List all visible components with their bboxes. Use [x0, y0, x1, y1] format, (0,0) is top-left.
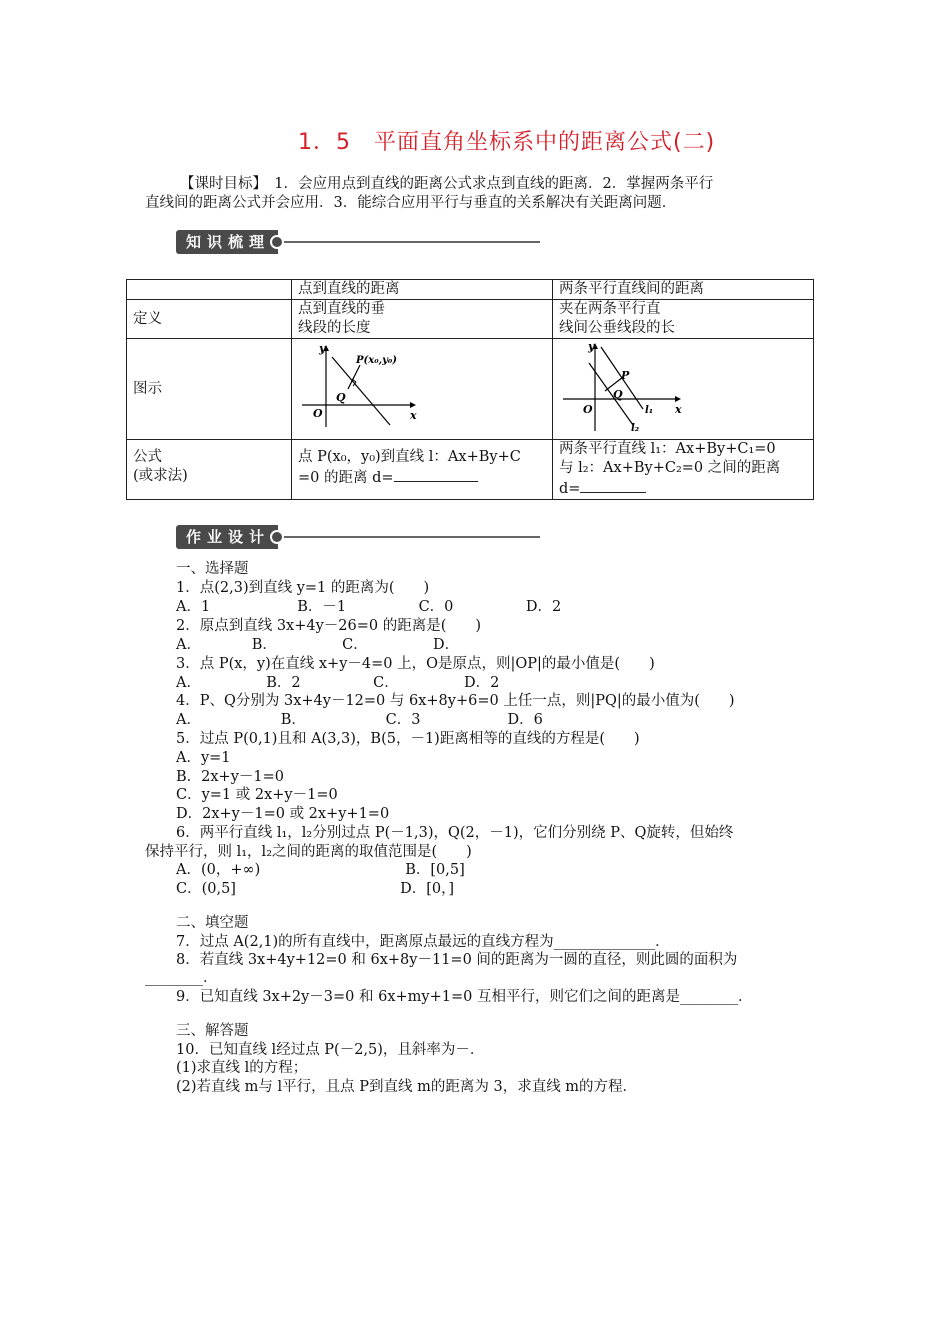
q6-options-cd: C．(0,5] D．[0，]: [176, 881, 454, 897]
line-l2-label: l₂: [631, 423, 640, 433]
point-p-label: P(x₀,y₀): [356, 355, 397, 366]
x-axis-label: x: [410, 409, 417, 422]
bullet-icon: [270, 235, 284, 249]
goals-line-1: 【课时目标】 1．会应用点到直线的距离公式求点到直线的距离．2．掌握两条平行: [180, 176, 714, 192]
q10-part-1: (1)求直线 l的方程；: [176, 1060, 308, 1076]
q2-options: A． B． C． D．: [176, 637, 460, 653]
question-1: 1．点(2,3)到直线 y=1 的距离为( ): [176, 580, 430, 596]
row-label-definition: 定义: [127, 300, 292, 339]
q1-options: A．1 B．－1 C．0 D．2: [176, 599, 562, 615]
question-4: 4．P、Q分别为 3x+4y－12=0 与 6x+8y+6=0 上任一点，则|PQ|的最小值为( ): [176, 693, 735, 709]
q3-options: A． B．2 C． D．2: [176, 675, 500, 691]
knowledge-table: [126, 279, 814, 500]
question-8-cont: ________．: [145, 970, 218, 986]
q6-options-ab: A．(0，+∞) B．[0,5]: [176, 862, 465, 878]
col-header-parallel-lines: 两条平行直线间的距离: [553, 280, 814, 300]
divider: [278, 241, 540, 243]
goals-line-2: 直线间的距离公式并会应用．3．能综合应用平行与垂直的关系解决有关距离问题．: [145, 195, 677, 211]
question-10: 10．已知直线 l经过点 P(－2,5)，且斜率为－．: [176, 1042, 485, 1058]
q5-option-b: B．2x+y－1=0: [176, 769, 284, 785]
question-6: 6．两平行直线 l₁，l₂分别过点 P(－1,3)，Q(2，－1)，它们分别绕 P、Q旋转，但始终: [176, 825, 734, 841]
formula-point-line: 点 P(x₀，y₀)到直线 l：Ax+By+C =0 的距离 d=: [292, 440, 553, 500]
question-3: 3．点 P(x，y)在直线 x+y－4=0 上，O是原点，则|OP|的最小值是( ): [176, 656, 655, 672]
row-label-figure: 图示: [127, 339, 292, 440]
point-q-label: Q: [336, 391, 346, 404]
q5-option-c: C．y=1 或 2x+y－1=0: [176, 787, 338, 803]
page-title: 1．5 平面直角坐标系中的距离公式(二): [298, 130, 716, 155]
question-2: 2．原点到直线 3x+4y－26=0 的距离是( ): [176, 618, 482, 634]
answer-blank[interactable]: [580, 478, 646, 493]
q10-part-2: (2)若直线 m与 l平行，且点 P到直线 m的距离为 3，求直线 m的方程．: [176, 1079, 638, 1095]
point-p-label: P: [621, 369, 630, 382]
heading-multiple-choice: 一、选择题: [176, 561, 249, 577]
def-parallel-lines: 夹在两条平行直 线间公垂线段的长: [553, 300, 814, 339]
figure-point-line-cell: [292, 339, 553, 440]
point-q-label: Q: [613, 388, 623, 401]
q4-options: A． B． C．3 D．6: [176, 712, 543, 728]
question-7: 7．过点 A(2,1)的所有直线中，距离原点最远的直线方程为______________．: [176, 934, 670, 950]
diagram-parallel-lines: [559, 341, 684, 433]
col-header-point-line: 点到直线的距离: [292, 280, 553, 300]
question-6-cont: 保持平行，则 l₁，l₂之间的距离的取值范围是( ): [145, 844, 472, 860]
divider: [278, 536, 540, 538]
heading-fill-blank: 二、填空题: [176, 915, 249, 931]
origin-label: O: [313, 407, 323, 420]
origin-label: O: [583, 403, 593, 416]
section-header-homework: [176, 525, 540, 549]
question-8: 8．若直线 3x+4y+12=0 和 6x+8y－11=0 间的距离为一圆的直径，则此圆的面积为: [176, 952, 738, 968]
formula-parallel-lines: 两条平行直线 l₁：Ax+By+C₁=0 与 l₂：Ax+By+C₂=0 之间的距离 d=: [553, 440, 814, 500]
q5-option-d: D．2x+y－1=0 或 2x+y+1=0: [176, 806, 390, 822]
y-axis-label: y: [319, 343, 326, 355]
line-l1-label: l₁: [645, 405, 654, 416]
diagram-point-to-line: [298, 343, 418, 429]
bullet-icon: [270, 530, 284, 544]
section-header-knowledge: [176, 230, 540, 254]
def-point-line: 点到直线的垂 线段的长度: [292, 300, 553, 339]
x-axis-label: x: [675, 403, 682, 416]
row-label-formula: 公式 (或求法): [127, 440, 292, 500]
q5-option-a: A．y=1: [176, 750, 231, 766]
section-label: 知识梳理: [176, 230, 278, 254]
answer-blank[interactable]: [394, 467, 478, 482]
heading-answer: 三、解答题: [176, 1023, 249, 1039]
question-9: 9．已知直线 3x+2y－3=0 和 6x+my+1=0 互相平行，则它们之间的距离是________．: [176, 989, 753, 1005]
y-axis-label: y: [588, 341, 595, 353]
section-label: 作业设计: [176, 525, 278, 549]
figure-parallel-cell: [553, 339, 814, 440]
question-5: 5．过点 P(0,1)且和 A(3,3)，B(5，－1)距离相等的直线的方程是( ): [176, 731, 640, 747]
